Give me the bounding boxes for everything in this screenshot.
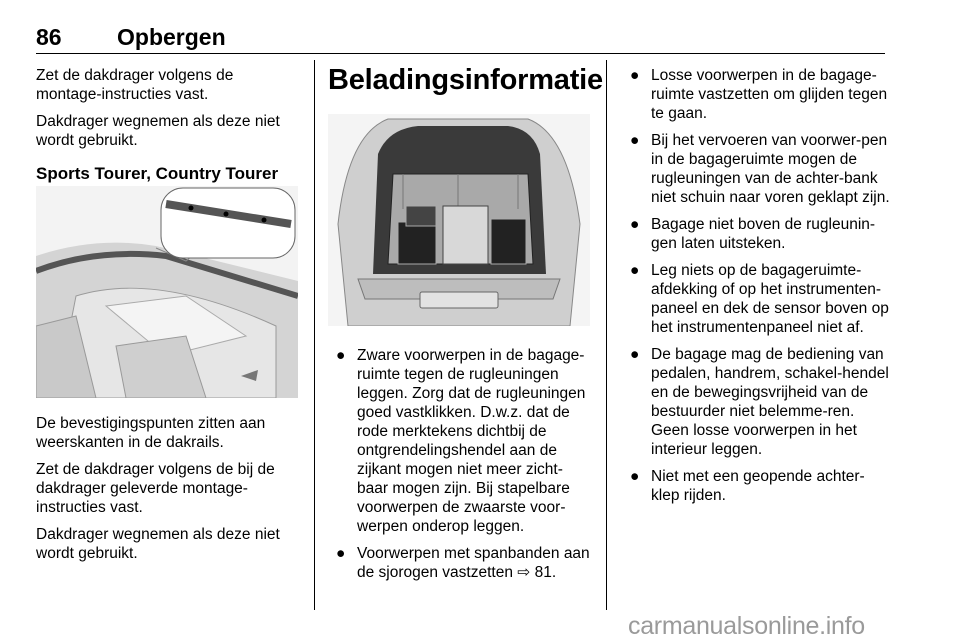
column-divider-1	[314, 60, 315, 610]
list-item	[630, 467, 892, 505]
left-column-lower	[36, 414, 301, 571]
body-text-2: Zet de dakdrager volgens de bij de dakdrager geleverde montage-instructies vast.	[36, 461, 275, 516]
bullet-icon: ●	[336, 545, 346, 562]
safety-bullet-list	[630, 66, 892, 505]
intro-text-1: Zet de dakdrager volgens de montage-instructies vast.	[36, 67, 234, 103]
right-column	[630, 66, 892, 513]
luggage-compartment-illustration	[328, 114, 590, 326]
body-text-3: Dakdrager wegnemen als deze niet wordt gebruikt.	[36, 526, 280, 562]
list-item	[630, 66, 892, 123]
column-divider-2	[606, 60, 607, 610]
bullet-text: Bij het vervoeren van voorwer-pen in de bagageruimte mogen de rugleuningen van de achter-bank niet schuin naar voren geklapt zijn.	[651, 132, 890, 206]
body-text-1: De bevestigingspunten zitten aan weerskanten in de dakrails.	[36, 415, 266, 451]
list-item	[630, 345, 892, 459]
page-reference-link[interactable]: 81.	[534, 564, 557, 581]
list-item	[630, 131, 892, 207]
bullet-icon: ●	[630, 468, 640, 485]
list-item	[630, 261, 892, 337]
intro-text-2: Dakdrager wegnemen als deze niet wordt gebruikt.	[36, 113, 280, 149]
watermark: carmanualsonline.info	[628, 612, 865, 640]
middle-column	[336, 346, 592, 590]
bullet-icon: ●	[630, 67, 640, 84]
bullet-text: Voorwerpen met spanbanden aan de sjorogen vastzetten	[357, 545, 590, 581]
bullet-text: Zware voorwerpen in de bagage-ruimte tegen de rugleuningen leggen. Zorg dat de rugleuningen goed vastklikken. D.w.z. dat de rode merktekens dichtbij de ontgrendelingshendel aan de zijkant mogen niet meer zicht-baar mogen zijn. Bij stapelbare voorwerpen de zwaarste voor-werpen onderop leggen.	[357, 347, 586, 535]
bullet-icon: ●	[630, 262, 640, 279]
page-reference-arrow-icon: ⇨	[517, 564, 531, 581]
bullet-text: De bagage mag de bediening van pedalen, handrem, schakel-hendel en de bewegingsvrijheid van de bestuurder niet belemme-ren. Geen losse voorwerpen in het interieur leggen.	[651, 346, 889, 458]
bullet-icon: ●	[630, 346, 640, 363]
list-item	[630, 215, 892, 253]
subheading: Sports Tourer, Country Tourer	[36, 164, 279, 183]
bullet-text: Leg niets op de bagageruimte-afdekking of op het instrumenten-paneel en dek de sensor boven op het instrumentenpaneel niet af.	[651, 262, 889, 336]
left-column	[36, 66, 301, 198]
bullet-icon: ●	[630, 132, 640, 149]
bullet-text: Niet met een geopende achter-klep rijden.	[651, 468, 865, 504]
bullet-text: Bagage niet boven de rugleunin-gen laten uitsteken.	[651, 216, 876, 252]
chapter-title: Opbergen	[117, 24, 226, 50]
list-item	[336, 544, 592, 582]
list-item	[336, 346, 592, 536]
loading-bullet-list	[336, 346, 592, 582]
bullet-icon: ●	[336, 347, 346, 364]
bullet-text: Losse voorwerpen in de bagage-ruimte vastzetten om glijden tegen te gaan.	[651, 67, 888, 122]
header-rule	[36, 53, 885, 54]
bullet-icon: ●	[630, 216, 640, 233]
roof-rail-illustration	[36, 186, 298, 398]
section-heading: Beladingsinformatie	[328, 64, 603, 96]
page-number: 86	[36, 24, 62, 50]
